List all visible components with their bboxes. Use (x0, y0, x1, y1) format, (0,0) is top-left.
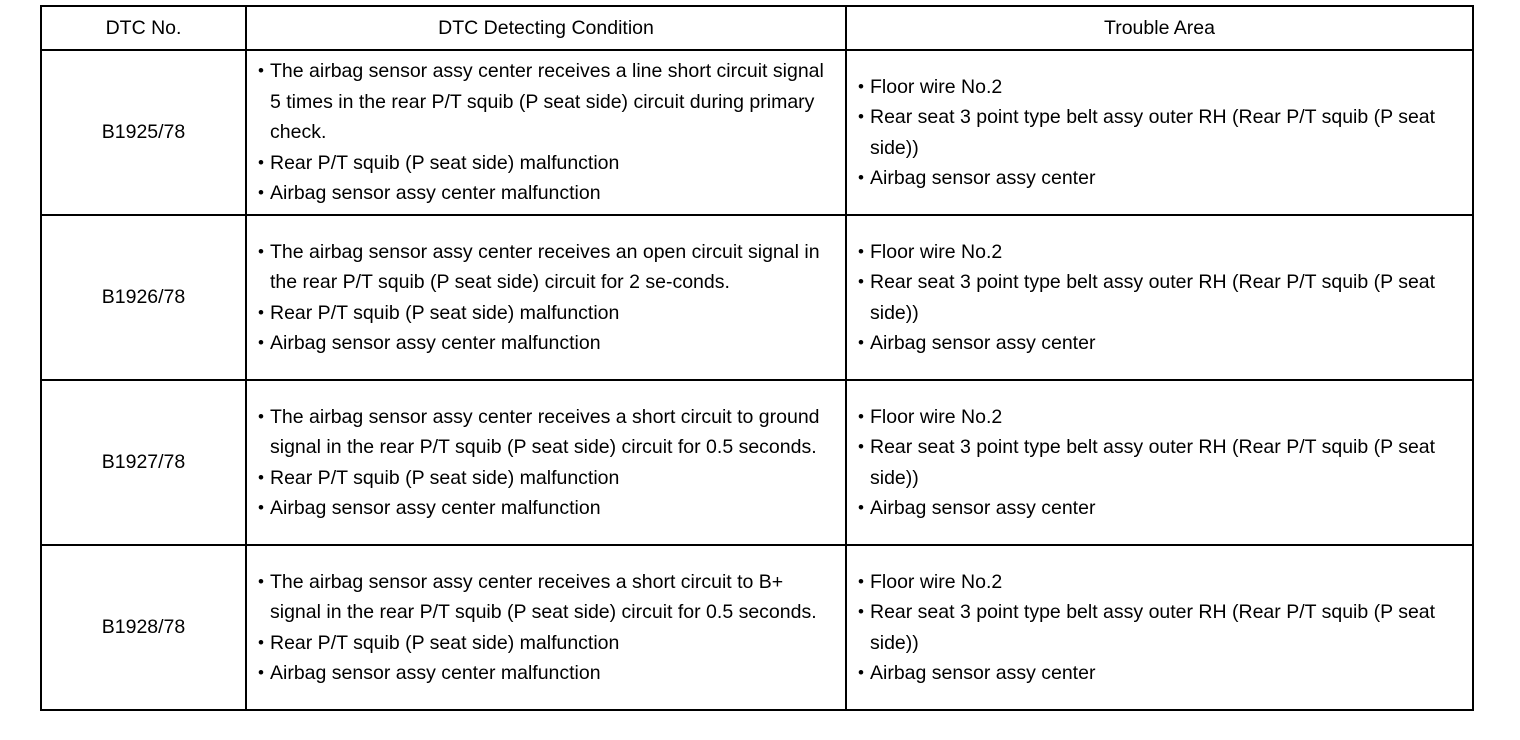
list-item: • The airbag sensor assy center receives an open circuit signal in the rear P/T squib (P seat side) circuit for 2 se-conds. (258, 237, 837, 298)
trouble-area-list (847, 72, 1472, 194)
dtc-code: B1928/78 (41, 545, 246, 710)
list-item: • Rear seat 3 point type belt assy outer RH (Rear P/T squib (P seat side)) (858, 267, 1464, 328)
list-item: • Airbag sensor assy center (858, 328, 1464, 359)
detecting-condition-cell (246, 545, 846, 710)
dtc-code: B1925/78 (41, 50, 246, 215)
trouble-area-list (847, 237, 1472, 359)
list-item: • Rear seat 3 point type belt assy outer RH (Rear P/T squib (P seat side)) (858, 102, 1464, 163)
list-item: • Airbag sensor assy center malfunction (258, 178, 837, 209)
list-item: • The airbag sensor assy center receives a line short circuit signal 5 times in the rear P/T squib (P seat side) circuit during primary check. (258, 56, 837, 148)
list-item: • The airbag sensor assy center receives a short circuit to B+ signal in the rear P/T squib (P seat side) circuit for 0.5 seconds. (258, 567, 837, 628)
list-item: • Airbag sensor assy center malfunction (258, 328, 837, 359)
list-item: • Floor wire No.2 (858, 72, 1464, 103)
list-item: • Airbag sensor assy center malfunction (258, 493, 837, 524)
list-item: • Airbag sensor assy center (858, 493, 1464, 524)
trouble-area-cell (846, 545, 1473, 710)
list-item: • Rear seat 3 point type belt assy outer RH (Rear P/T squib (P seat side)) (858, 432, 1464, 493)
list-item: • Rear seat 3 point type belt assy outer RH (Rear P/T squib (P seat side)) (858, 597, 1464, 658)
trouble-area-cell (846, 380, 1473, 545)
condition-list (247, 237, 845, 359)
trouble-area-list (847, 567, 1472, 689)
table-row (41, 215, 1473, 380)
detecting-condition-cell (246, 50, 846, 215)
list-item: • Rear P/T squib (P seat side) malfunction (258, 463, 837, 494)
list-item: • Rear P/T squib (P seat side) malfunction (258, 148, 837, 179)
trouble-area-list (847, 402, 1472, 524)
trouble-area-cell (846, 50, 1473, 215)
list-item: • Floor wire No.2 (858, 237, 1464, 268)
list-item: • The airbag sensor assy center receives a short circuit to ground signal in the rear P/T squib (P seat side) circuit for 0.5 seconds. (258, 402, 837, 463)
list-item: • Airbag sensor assy center malfunction (258, 658, 837, 689)
table-row (41, 50, 1473, 215)
condition-list (247, 567, 845, 689)
detecting-condition-cell (246, 380, 846, 545)
trouble-area-cell (846, 215, 1473, 380)
table-header-row (41, 6, 1473, 50)
dtc-code: B1926/78 (41, 215, 246, 380)
list-item: • Rear P/T squib (P seat side) malfunction (258, 628, 837, 659)
header-dtc-no: DTC No. (41, 6, 246, 50)
condition-list (247, 402, 845, 524)
header-trouble-area: Trouble Area (846, 6, 1473, 50)
table-row (41, 380, 1473, 545)
list-item: • Rear P/T squib (P seat side) malfunction (258, 298, 837, 329)
dtc-code: B1927/78 (41, 380, 246, 545)
header-detecting-condition: DTC Detecting Condition (246, 6, 846, 50)
list-item: • Floor wire No.2 (858, 567, 1464, 598)
condition-list (247, 56, 845, 209)
list-item: • Airbag sensor assy center (858, 658, 1464, 689)
table-row (41, 545, 1473, 710)
detecting-condition-cell (246, 215, 846, 380)
list-item: • Airbag sensor assy center (858, 163, 1464, 194)
list-item: • Floor wire No.2 (858, 402, 1464, 433)
dtc-table (40, 5, 1474, 711)
